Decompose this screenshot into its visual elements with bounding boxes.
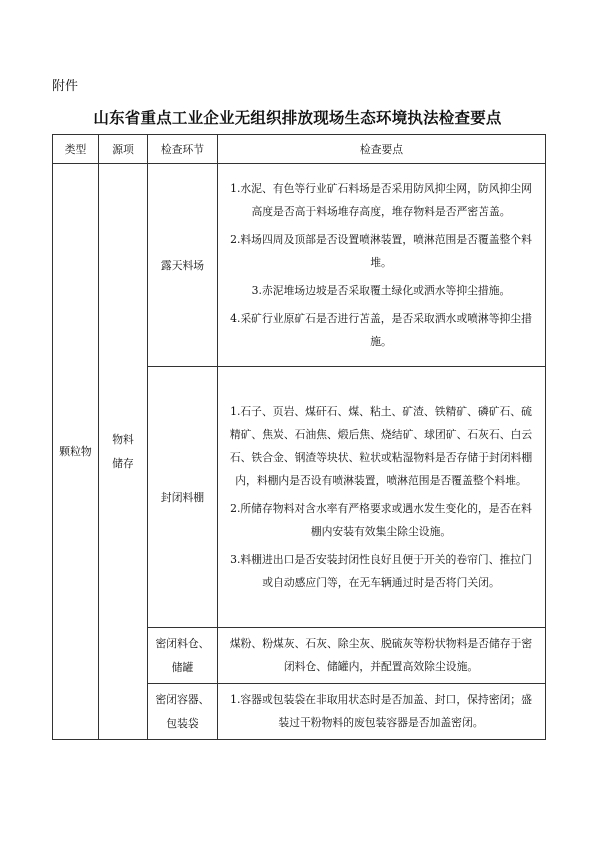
table-header-row <box>53 135 546 164</box>
stage-label: 封闭料棚 <box>160 490 205 504</box>
header-stage: 检查环节 <box>148 135 218 164</box>
inspection-point: 2.料场四周及顶部是否设置喷淋装置，喷淋范围是否覆盖整个料堆。 <box>230 232 532 269</box>
document-title: 山东省重点工业企业无组织排放现场生态环境执法检查要点 <box>93 109 502 127</box>
header-points: 检查要点 <box>218 135 546 164</box>
header-source: 源项 <box>99 135 148 164</box>
stage-cell <box>148 367 218 628</box>
header-type: 类型 <box>53 135 99 164</box>
source-line-2: 储存 <box>112 456 134 470</box>
source-cell <box>99 164 148 740</box>
stage-cell <box>148 164 218 367</box>
type-label: 颗粒物 <box>59 445 92 458</box>
type-cell <box>53 164 99 740</box>
stage-cell <box>148 628 218 684</box>
source-line-1: 物料 <box>112 432 134 446</box>
stage-line-1: 密闭容器、 <box>155 692 210 706</box>
points-cell <box>218 684 546 740</box>
points-cell <box>218 164 546 367</box>
inspection-point: 4.采矿行业原矿石是否进行苫盖，是否采取洒水或喷淋等抑尘措施。 <box>230 311 532 348</box>
inspection-point: 2.所储存物料对含水率有严格要求或遇水发生变化的，是否在料棚内安装有效集尘除尘设施。 <box>230 501 532 538</box>
points-cell <box>218 367 546 628</box>
stage-line-2: 储罐 <box>171 660 194 674</box>
inspection-point: 3.赤泥堆场边坡是否采取覆土绿化或洒水等抑尘措施。 <box>251 283 511 297</box>
inspection-table <box>52 134 546 740</box>
stage-line-1: 密闭料仓、 <box>155 636 210 650</box>
stage-label: 露天料场 <box>160 258 205 272</box>
inspection-point: 煤粉、粉煤灰、石灰、除尘灰、脱硫灰等粉状物料是否储存于密闭料仓、储罐内，并配置高效除尘设施。 <box>229 637 533 673</box>
inspection-point: 1.容器或包装袋在非取用状态时是否加盖、封口，保持密闭；盛装过干粉物料的废包装容器是否加盖密闭。 <box>230 693 532 729</box>
inspection-point: 1.水泥、有色等行业矿石料场是否采用防风抑尘网，防风抑尘网高度是否高于料场堆存高度，堆存物料是否严密苫盖。 <box>230 181 532 218</box>
table-row <box>53 164 546 367</box>
inspection-point: 1.石子、页岩、煤矸石、煤、粘土、矿渣、铁精矿、磷矿石、硫精矿、焦炭、石油焦、煅后焦、烧结矿、球团矿、石灰石、白云石、铁合金、钢渣等块状、粒状或粘湿物料是否存储于封闭料棚内，料棚内是否设有喷淋装置，喷淋范围是否覆盖整个料堆。 <box>229 404 533 487</box>
points-cell <box>218 628 546 684</box>
inspection-point: 3.料棚进出口是否安装封闭性良好且便于开关的卷帘门、推拉门或自动感应门等，在无车辆通过时是否将门关闭。 <box>230 552 532 589</box>
stage-line-2: 包装袋 <box>166 716 199 730</box>
annex-label: 附件 <box>52 79 79 94</box>
stage-cell <box>148 684 218 740</box>
